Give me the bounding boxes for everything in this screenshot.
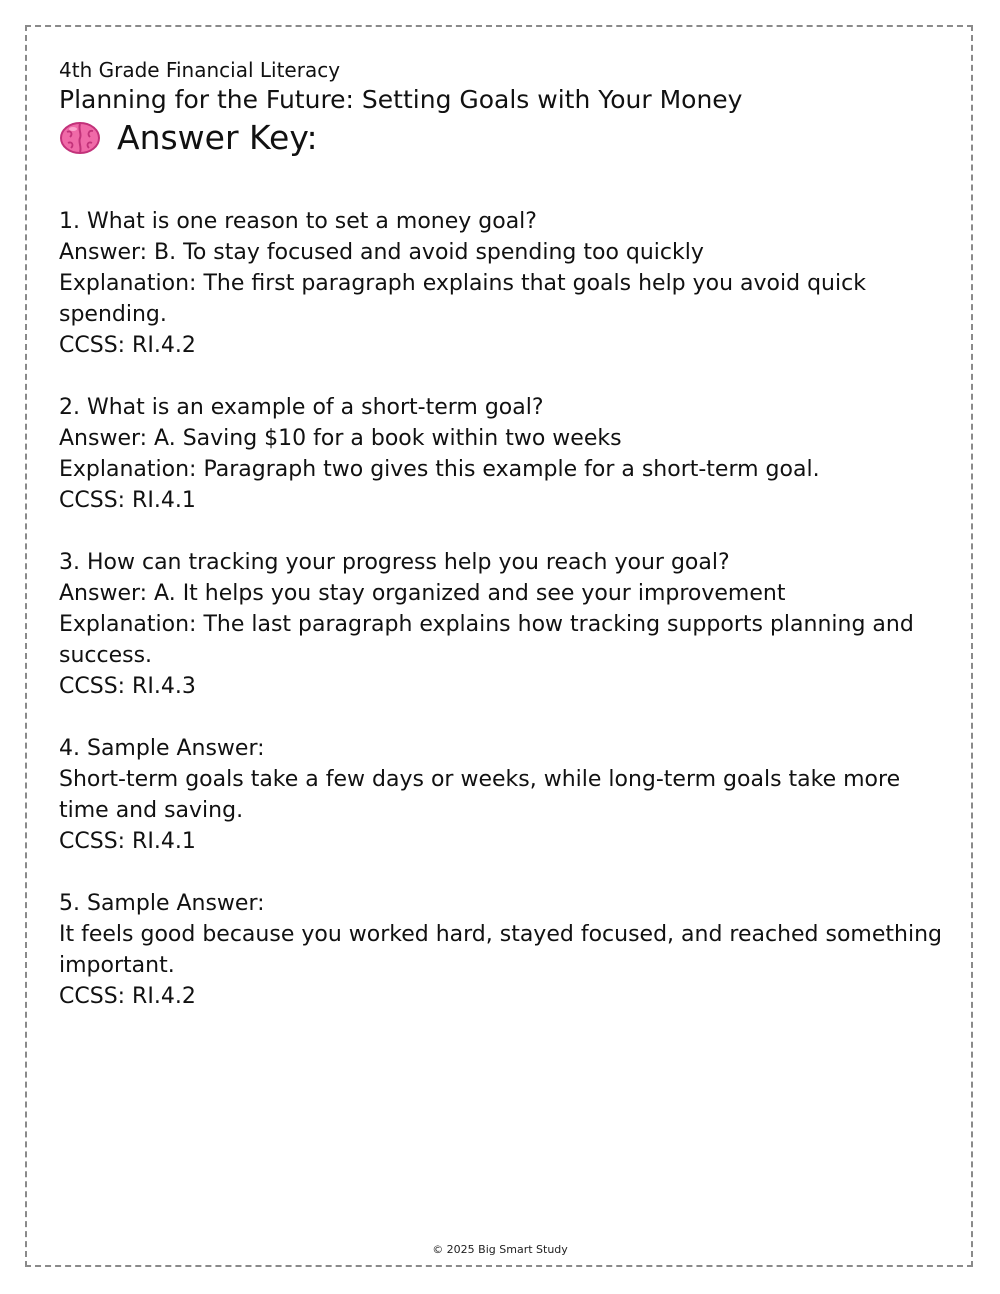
brain-icon <box>59 120 101 156</box>
ccss-standard: CCSS: RI.4.1 <box>59 829 196 854</box>
ccss-standard: CCSS: RI.4.2 <box>59 333 196 358</box>
page-title: Planning for the Future: Setting Goals with Your Money <box>59 85 743 114</box>
question-text: 3. How can tracking your progress help you reach your goal? <box>59 550 730 575</box>
answer-key-title: Answer Key: <box>117 118 318 157</box>
ccss-standard: CCSS: RI.4.2 <box>59 984 196 1009</box>
question-text: 5. Sample Answer: <box>59 891 265 916</box>
question-text: 1. What is one reason to set a money goal? <box>59 209 537 234</box>
answer-item-4 <box>59 733 949 857</box>
explanation-text: Explanation: The last paragraph explains how tracking supports planning and success. <box>59 612 914 668</box>
explanation-text: Explanation: Paragraph two gives this example for a short-term goal. <box>59 457 820 482</box>
answer-text: It feels good because you worked hard, stayed focused, and reached something important. <box>59 922 942 978</box>
question-text: 2. What is an example of a short-term goal? <box>59 395 544 420</box>
answer-text: Short-term goals take a few days or weeks, while long-term goals take more time and saving. <box>59 767 901 823</box>
answer-item-3 <box>59 547 949 702</box>
answer-item-2 <box>59 392 949 516</box>
answer-item-5 <box>59 888 949 1012</box>
ccss-standard: CCSS: RI.4.3 <box>59 674 196 699</box>
grade-label: 4th Grade Financial Literacy <box>59 58 341 82</box>
copyright-footer: © 2025 Big Smart Study <box>432 1243 568 1256</box>
ccss-standard: CCSS: RI.4.1 <box>59 488 196 513</box>
answer-key-document <box>59 56 949 1043</box>
answer-text: Answer: A. It helps you stay organized and see your improvement <box>59 581 786 606</box>
question-text: 4. Sample Answer: <box>59 736 265 761</box>
answer-key-heading <box>59 116 949 160</box>
explanation-text: Explanation: The first paragraph explains that goals help you avoid quick spending. <box>59 271 866 327</box>
answer-text: Answer: B. To stay focused and avoid spending too quickly <box>59 240 704 265</box>
answer-item-1 <box>59 206 949 361</box>
answer-text: Answer: A. Saving $10 for a book within two weeks <box>59 426 622 451</box>
